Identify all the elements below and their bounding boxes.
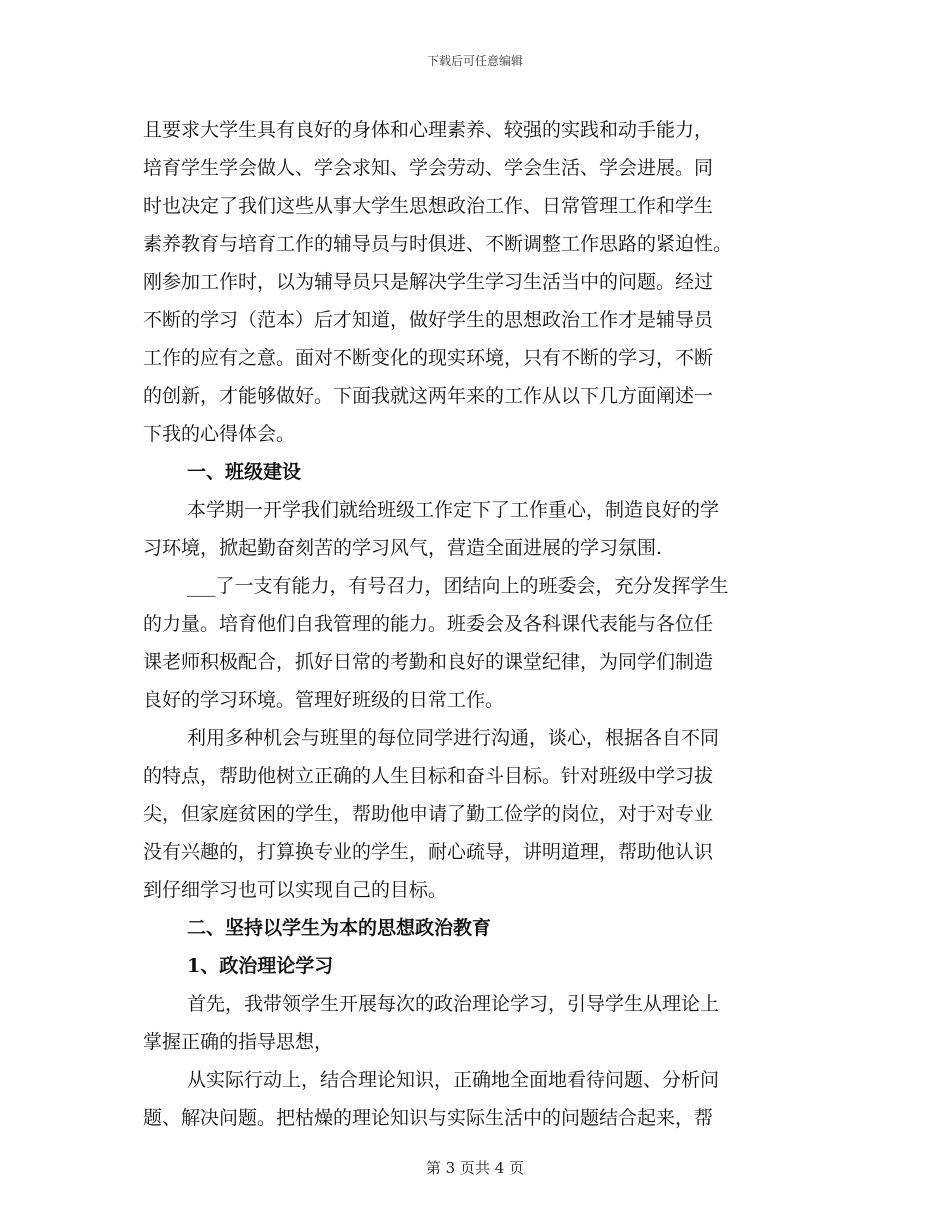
body-line: 且要求大学生具有良好的身体和心理素养、较强的实践和动手能力，	[143, 119, 714, 141]
body-line: ___了一支有能力，有号召力，团结向上的班委会，充分发挥学生	[187, 575, 729, 597]
body-line: 到仔细学习也可以实现自己的目标。	[143, 879, 448, 901]
body-line: 没有兴趣的，打算换专业的学生，耐心疏导，讲明道理，帮助他认识	[143, 841, 714, 863]
body-line: 不断的学习（范本）后才知道，做好学生的思想政治工作才是辅导员	[143, 309, 714, 331]
body-line: 掌握正确的指导思想，	[143, 1031, 334, 1053]
section-heading: 二、坚持以学生为本的思想政治教育	[187, 917, 492, 939]
body-line: 工作的应有之意。面对不断变化的现实环境，只有不断的学习，不断	[143, 347, 714, 369]
body-line: 利用多种机会与班里的每位同学进行沟通，谈心，根据各自不同	[187, 727, 720, 749]
body-line: 从实际行动上，结合理论知识，正确地全面地看待问题、分析问	[187, 1069, 720, 1091]
body-line: 本学期一开学我们就给班级工作定下了工作重心，制造良好的学	[187, 499, 720, 521]
page-header: 下载后可任意编辑	[426, 54, 523, 68]
body-line: 素养教育与培育工作的辅导员与时俱进、不断调整工作思路的紧迫性。	[143, 233, 733, 255]
body-line: 首先，我带领学生开展每次的政治理论学习，引导学生从理论上	[187, 993, 720, 1015]
page-footer: 第 3 页共 4 页	[425, 1159, 525, 1177]
body-line: 良好的学习环境。管理好班级的日常工作。	[143, 689, 505, 711]
body-line: 时也决定了我们这些从事大学生思想政治工作、日常管理工作和学生	[143, 195, 714, 217]
document-body	[143, 111, 811, 1137]
section-heading: 一、班级建设	[187, 461, 302, 483]
body-line: 题、解决问题。把枯燥的理论知识与实际生活中的问题结合起来，帮	[143, 1107, 714, 1129]
body-line: 培育学生学会做人、学会求知、学会劳动、学会生活、学会进展。同	[143, 157, 714, 179]
body-line: 下我的心得体会。	[143, 423, 296, 445]
body-line: 的力量。培育他们自我管理的能力。班委会及各科课代表能与各位任	[143, 613, 714, 635]
body-line: 课老师积极配合，抓好日常的考勤和良好的课堂纪律，为同学们制造	[143, 651, 714, 673]
subsection-heading: 1、政治理论学习	[187, 955, 334, 977]
body-line: 习环境，掀起勤奋刻苦的学习风气，营造全面进展的学习氛围.	[143, 537, 663, 559]
body-line: 的特点，帮助他树立正确的人生目标和奋斗目标。针对班级中学习拔	[143, 765, 714, 787]
body-line: 尖，但家庭贫困的学生，帮助他申请了勤工俭学的岗位，对于对专业	[143, 803, 714, 825]
body-line: 刚参加工作时，以为辅导员只是解决学生学习生活当中的问题。经过	[143, 271, 714, 293]
body-line: 的创新，才能够做好。下面我就这两年来的工作从以下几方面阐述一	[143, 385, 714, 407]
